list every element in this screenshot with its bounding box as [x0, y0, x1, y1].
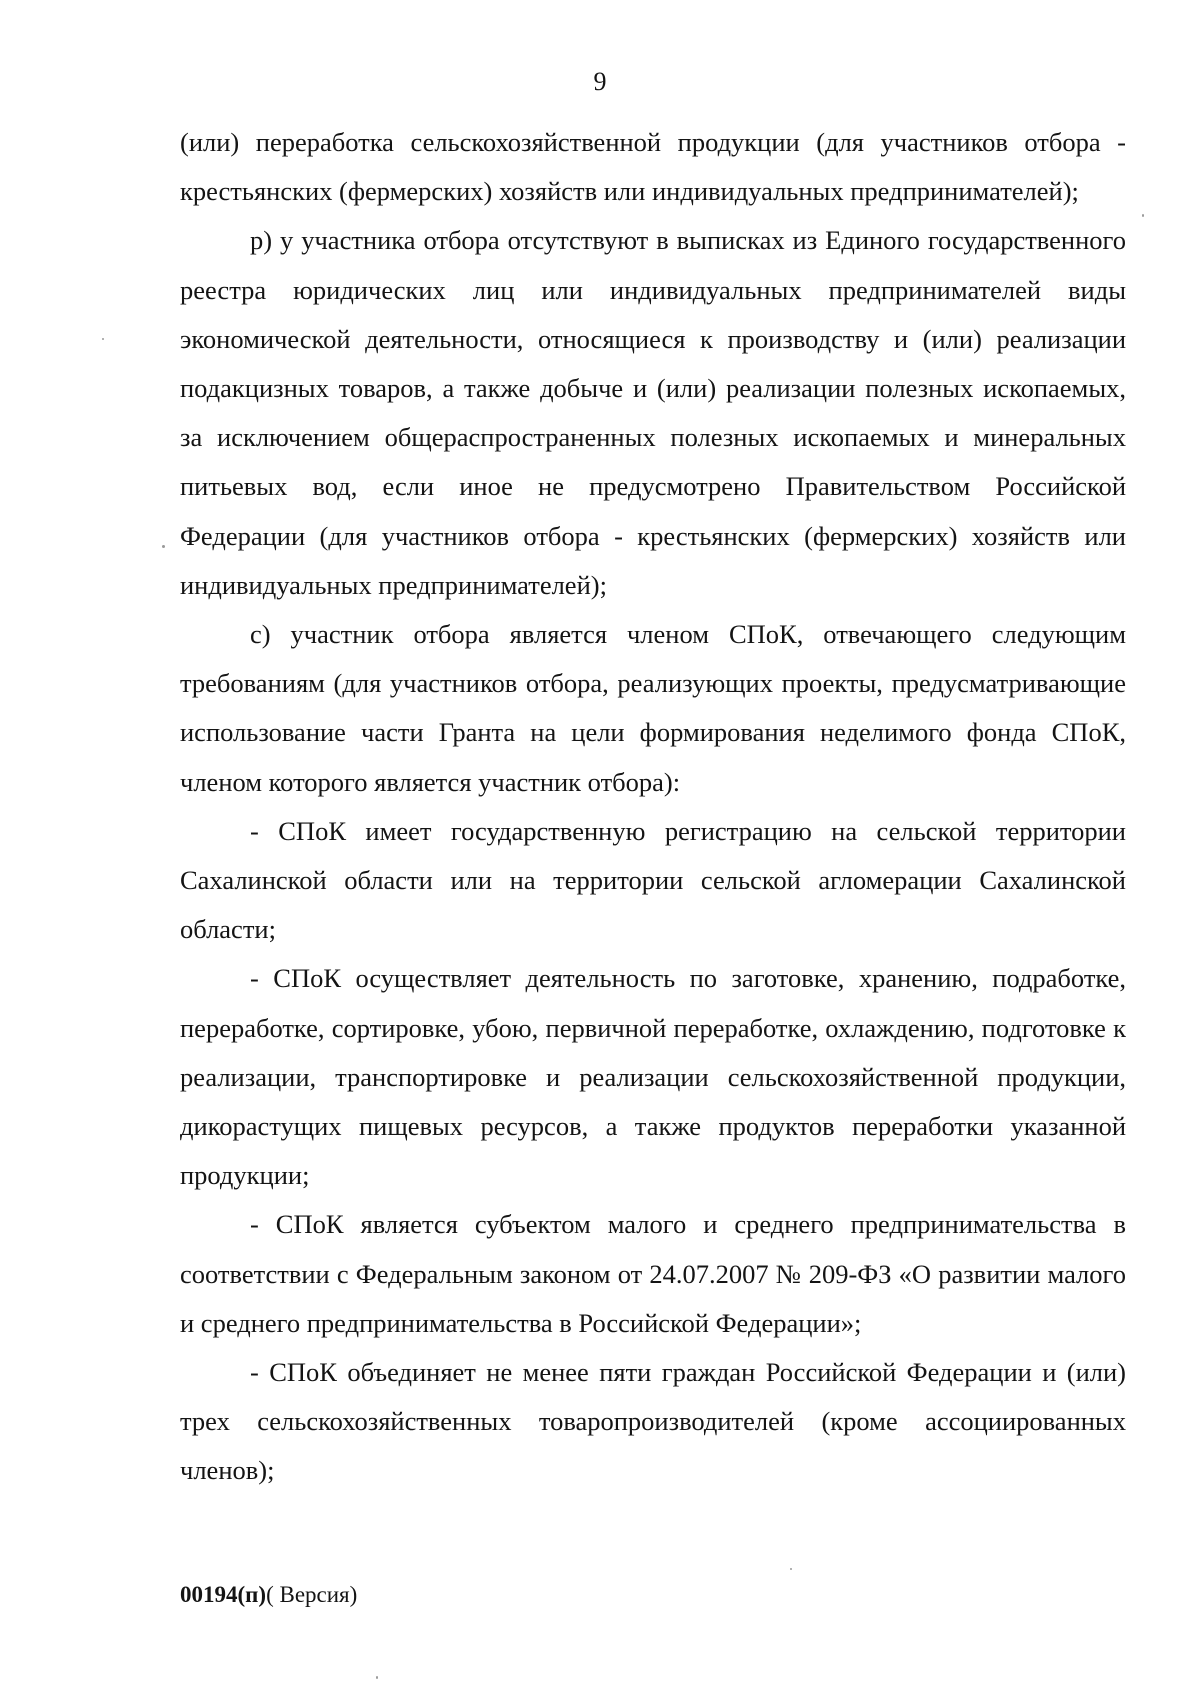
document-version: ( Версия)	[266, 1582, 358, 1607]
scan-speck	[102, 338, 104, 340]
page-number: 9	[593, 67, 607, 96]
paragraph-spok-activity: - СПоК осуществляет деятельность по заготовке, хранению, подработке, переработке, сортировке, убою, первичной переработке, охлаждению, подготовке к реализации, транспортировке и реализации сельскохозяйственной продукции, дикорастущих пищевых ресурсов, а также продуктов переработки указанной продукции;	[180, 963, 1126, 1191]
document-code: 00194(п)	[180, 1582, 267, 1607]
scan-speck	[162, 545, 165, 548]
paragraph-spok-sme: - СПоК является субъектом малого и среднего предпринимательства в соответствии с Федеральным законом от 24.07.2007 № 209-ФЗ «О развитии малого и среднего предпринимательства в Российской Федерации»;	[180, 1209, 1126, 1338]
paragraph-spok-registration: - СПоК имеет государственную регистрацию на сельской территории Сахалинской области или на территории сельской агломерации Сахалинской области;	[180, 815, 1126, 945]
paragraph-item-r: р) у участника отбора отсутствуют в выписках из Единого государственного реестра юридических лиц или индивидуальных предпринимателей виды экономической деятельности, относящиеся к производству и (или) реализации подакцизных товаров, а также добыче и (или) реализации полезных ископаемых, за исключением общераспространенных полезных ископаемых и минеральных питьевых вод, если иное не предусмотрено Правительством Российской Федерации (для участников отбора - крестьянских (фермерских) хозяйств или индивидуальных предпринимателей);	[180, 225, 1126, 600]
scan-speck	[790, 1568, 792, 1570]
document-footer	[180, 1580, 357, 1610]
paragraph-spok-members: - СПоК объединяет не менее пяти граждан Российской Федерации и (или) трех сельскохозяйственных товаропроизводителей (кроме ассоциированных членов);	[180, 1357, 1126, 1486]
paragraph-continuation: (или) переработка сельскохозяйственной продукции (для участников отбора - крестьянских (фермерских) хозяйств или индивидуальных предпринимателей);	[180, 127, 1126, 207]
scan-speck	[376, 1676, 378, 1679]
scan-speck	[1142, 214, 1144, 217]
paragraph-item-s: с) участник отбора является членом СПоК, отвечающего следующим требованиям (для участников отбора, реализующих проекты, предусматривающие использование части Гранта на цели формирования неделимого фонда СПоК, членом которого является участник отбора):	[180, 619, 1126, 797]
document-body	[180, 118, 1126, 1496]
